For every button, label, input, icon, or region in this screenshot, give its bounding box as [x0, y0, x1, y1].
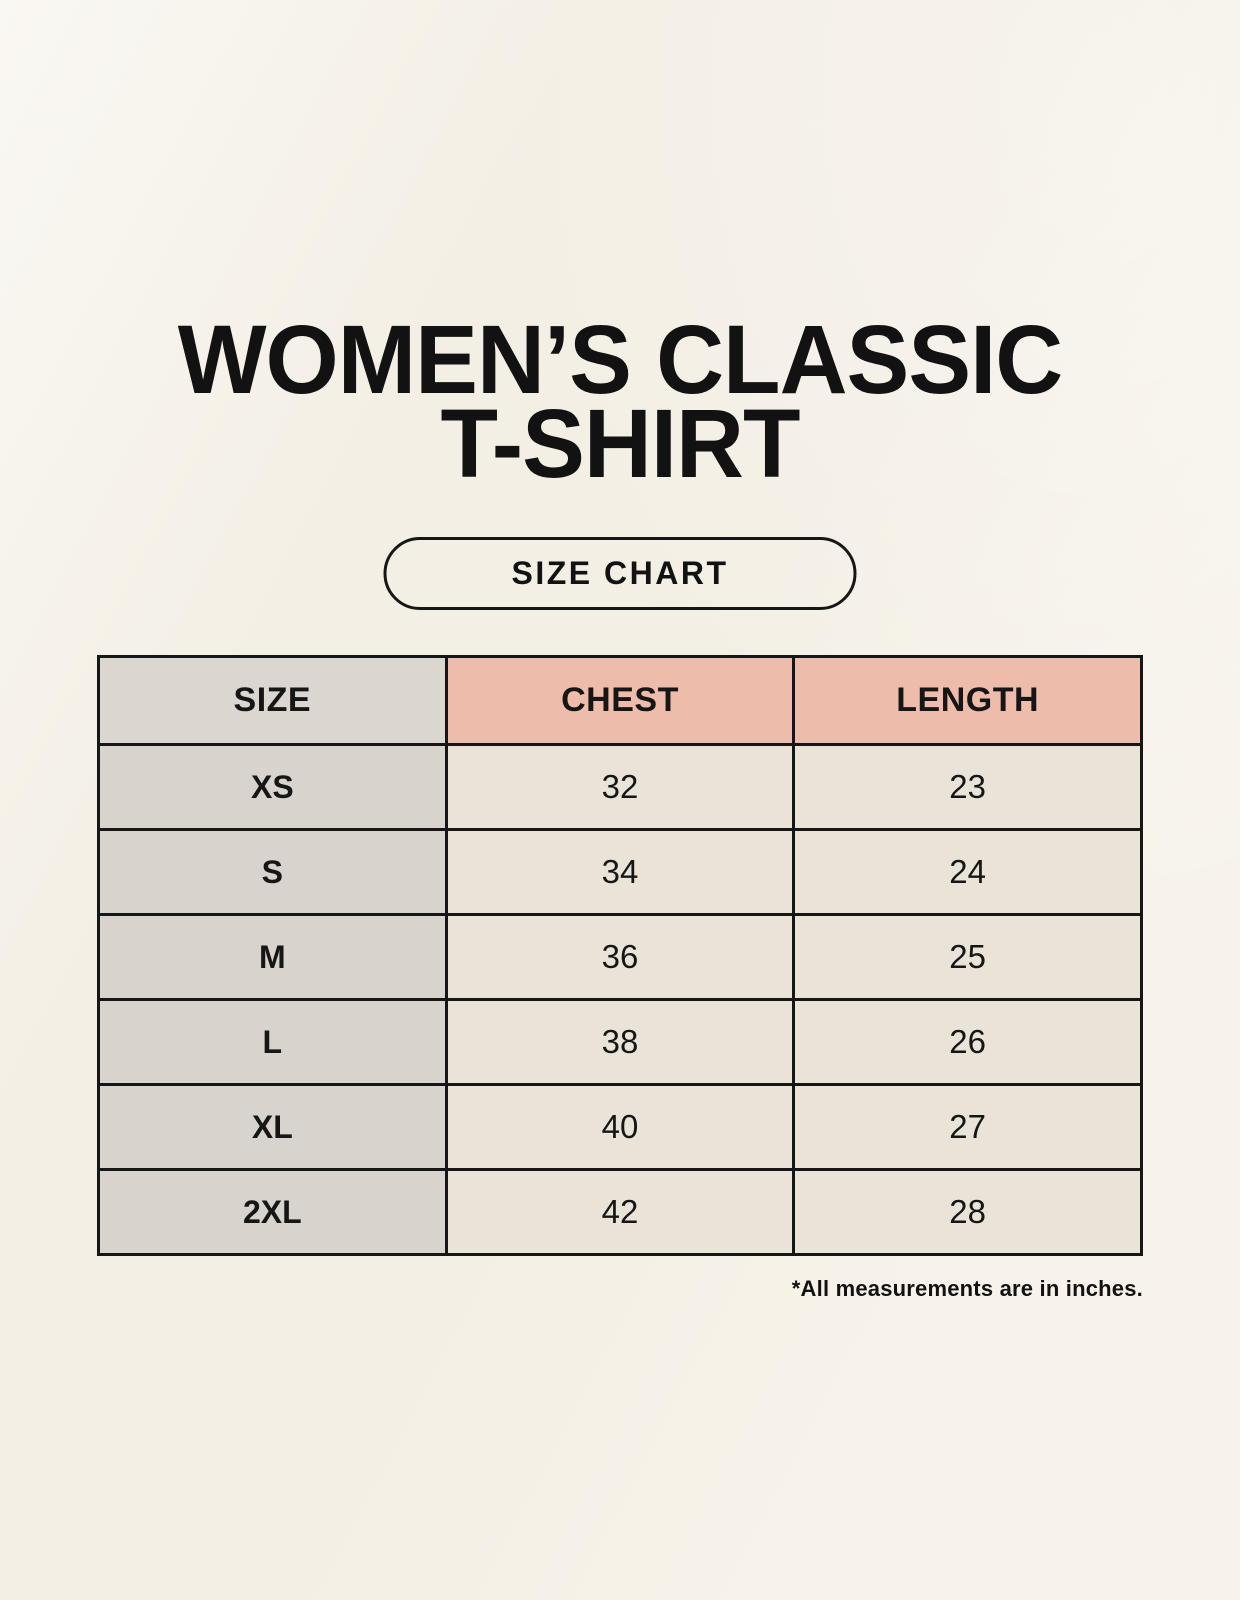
- length-cell: 23: [794, 745, 1142, 830]
- size-cell: S: [99, 830, 447, 915]
- size-chart-badge[interactable]: [384, 537, 857, 610]
- length-cell: 26: [794, 1000, 1142, 1085]
- table-row-xl: [99, 1085, 1142, 1170]
- length-cell: 27: [794, 1085, 1142, 1170]
- length-cell: 24: [794, 830, 1142, 915]
- chest-cell: 36: [446, 915, 794, 1000]
- length-cell: 28: [794, 1170, 1142, 1255]
- chest-cell: 38: [446, 1000, 794, 1085]
- chest-cell: 40: [446, 1085, 794, 1170]
- size-cell: 2XL: [99, 1170, 447, 1255]
- page-title-line-1: WOMEN’S CLASSIC: [177, 305, 1063, 414]
- header-cell-chest: CHEST: [446, 657, 794, 745]
- size-cell: XS: [99, 745, 447, 830]
- table-row-xs: [99, 745, 1142, 830]
- size-cell: L: [99, 1000, 447, 1085]
- table-row-m: [99, 915, 1142, 1000]
- chest-cell: 32: [446, 745, 794, 830]
- table-row-s: [99, 830, 1142, 915]
- chest-cell: 34: [446, 830, 794, 915]
- size-cell: XL: [99, 1085, 447, 1170]
- table-row-2xl: [99, 1170, 1142, 1255]
- header-cell-length: LENGTH: [794, 657, 1142, 745]
- length-cell: 25: [794, 915, 1142, 1000]
- page-title-line-2: T-SHIRT: [440, 389, 800, 499]
- size-chart-table: [97, 655, 1143, 1256]
- measurements-footnote: *All measurements are in inches.: [791, 1276, 1143, 1301]
- header-cell-size: SIZE: [99, 657, 447, 745]
- table-header-row: [99, 657, 1142, 745]
- page-title: [19, 305, 1222, 499]
- size-cell: M: [99, 915, 447, 1000]
- table-row-l: [99, 1000, 1142, 1085]
- size-chart-badge-label: SIZE CHART: [511, 555, 729, 591]
- chest-cell: 42: [446, 1170, 794, 1255]
